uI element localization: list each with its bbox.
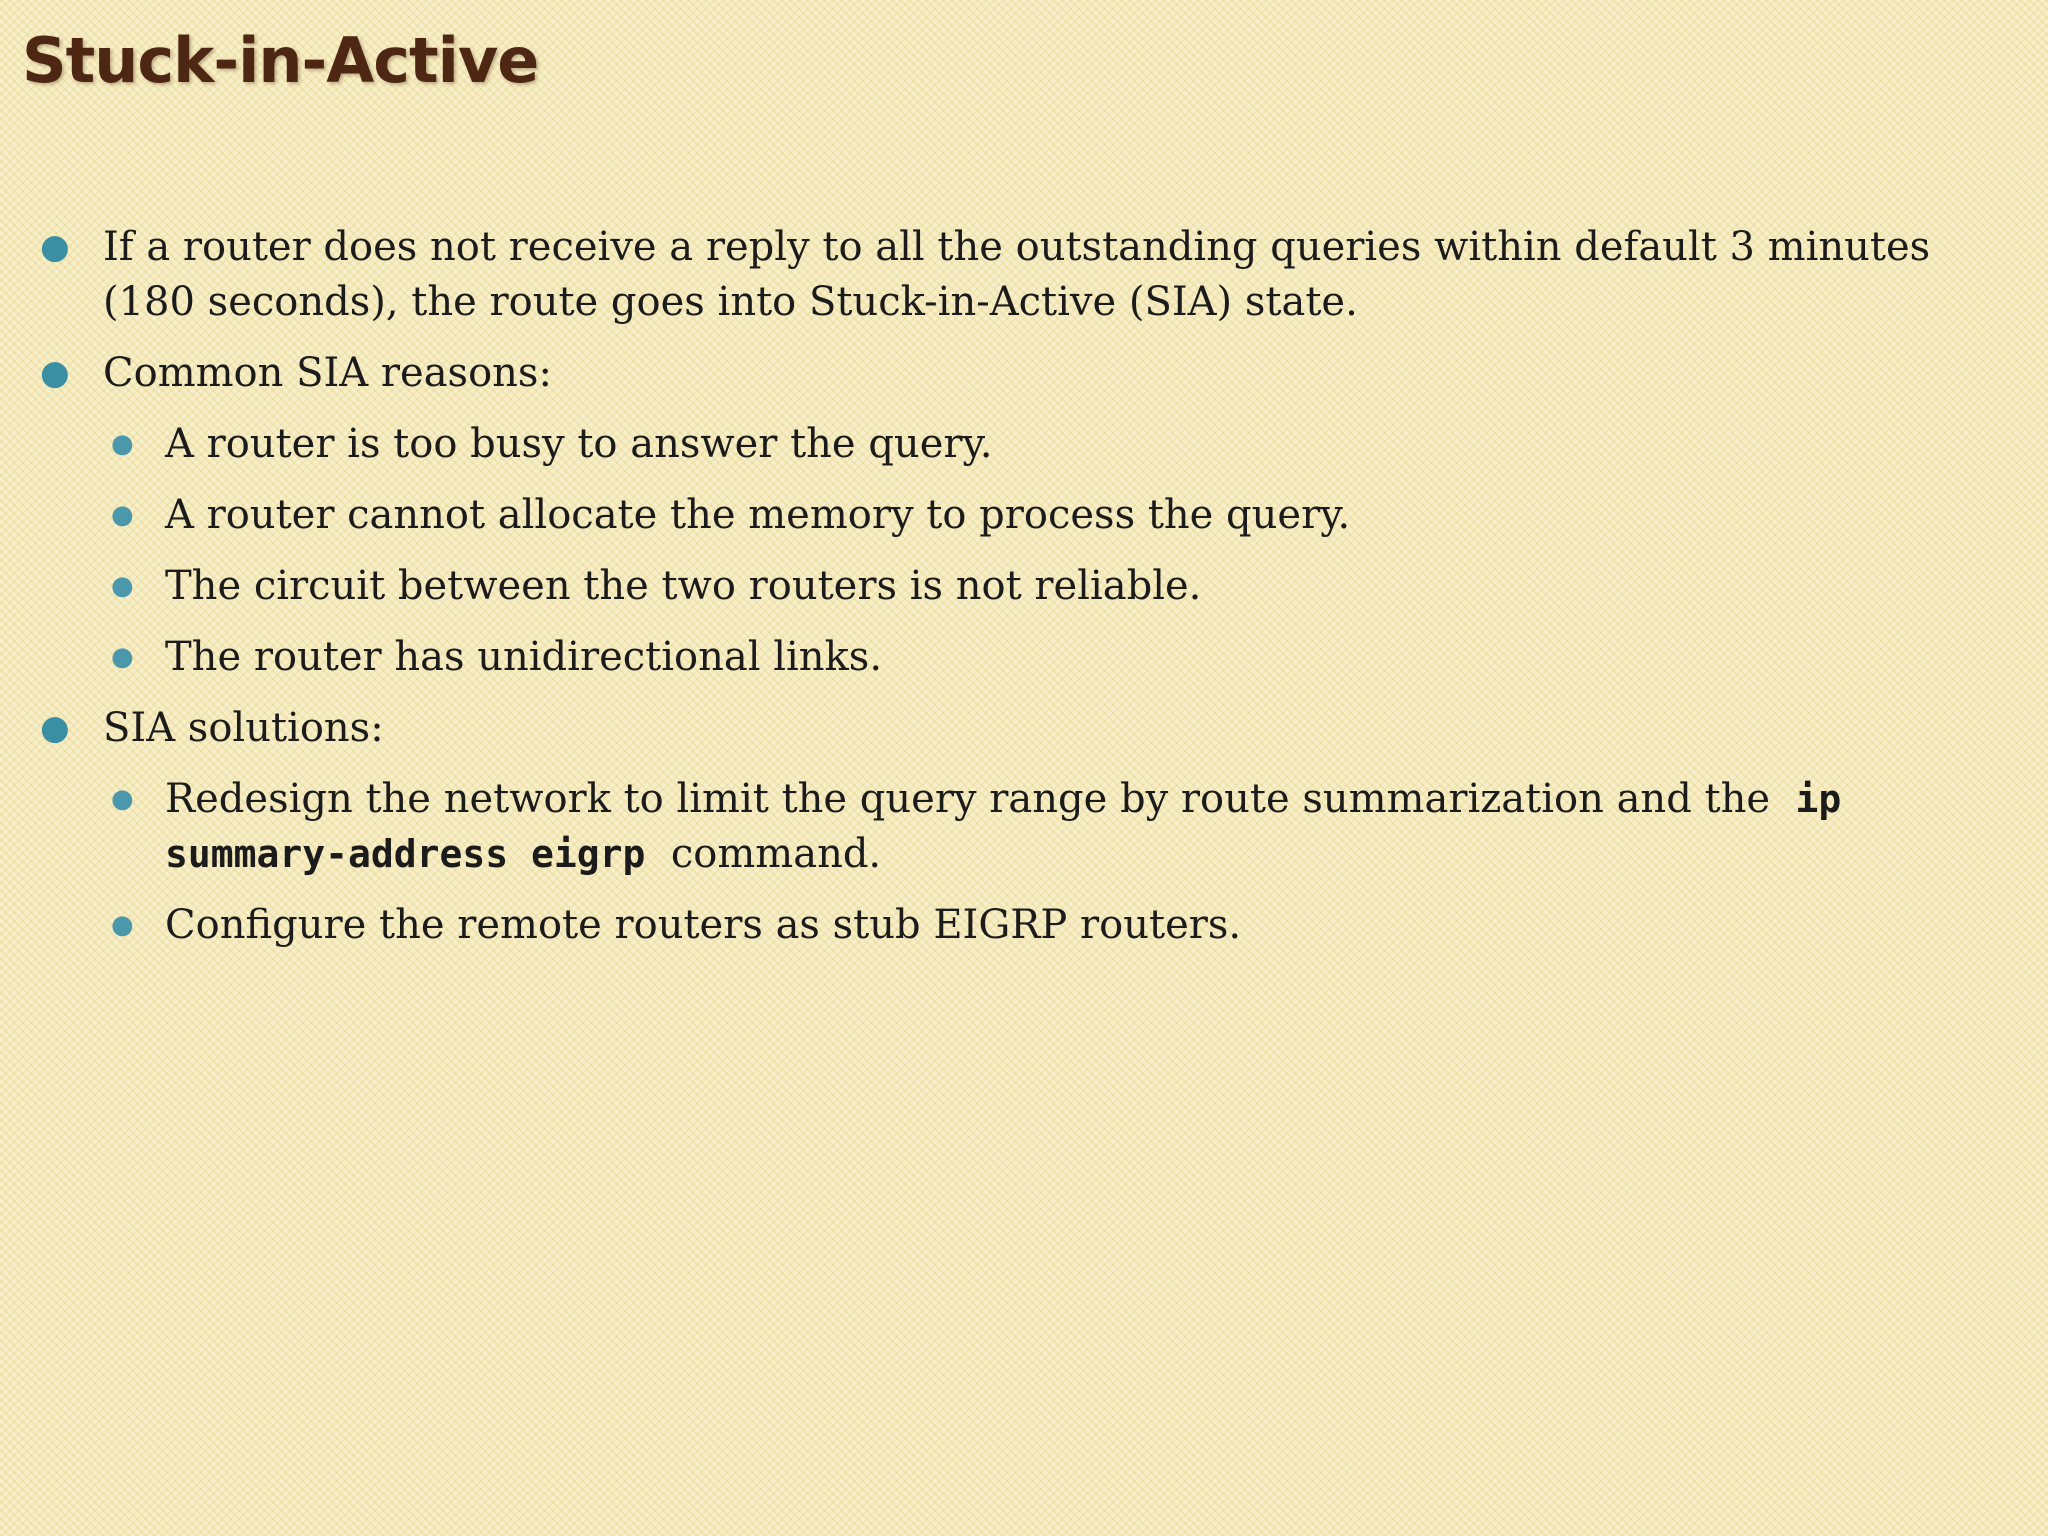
sub-bullet-text: The router has unidirectional links. [165,634,883,680]
sub-bullet-dot-icon: ● [111,642,134,672]
sub-bullet-solution-summarization [0,772,1980,882]
command-code: ip summary-address eigrp [165,777,1842,876]
bullet-text: If a router does not receive a reply to all the outstanding queries within default 3 minutes (180 seconds), the route goes into Stuck-in-Active (SIA) state. [103,224,1931,325]
sub-bullet-solution-stub [0,898,1980,953]
solution-text-after: command. [670,831,882,877]
bullet-text: SIA solutions: [103,705,384,751]
sub-bullet-dot-icon: ● [111,784,134,814]
bullet-dot-icon: ● [40,708,70,748]
sub-bullet-reason-circuit [0,559,1980,614]
bullet-sia-definition [0,220,1980,330]
bullet-text: Common SIA reasons: [103,350,552,396]
bullet-common-sia-reasons [0,346,1980,401]
slide-title: Stuck-in-Active [22,24,539,97]
sub-bullet-reason-memory [0,488,1980,543]
sub-bullet-dot-icon: ● [111,429,134,459]
sub-bullet-dot-icon: ● [111,571,134,601]
sub-bullet-text [165,772,1980,882]
sub-bullet-text: Configure the remote routers as stub EIGRP routers. [165,902,1242,948]
sub-bullet-dot-icon: ● [111,500,134,530]
sub-bullet-dot-icon: ● [111,910,134,940]
sub-bullet-reason-busy [0,417,1980,472]
sub-bullet-text: The circuit between the two routers is not reliable. [165,563,1202,609]
bullet-dot-icon: ● [40,227,70,267]
bullet-dot-icon: ● [40,353,70,393]
sub-bullet-text: A router cannot allocate the memory to process the query. [165,492,1351,538]
sub-bullet-reason-unidirectional [0,630,1980,685]
slide-content [0,220,1980,969]
sub-bullet-text: A router is too busy to answer the query. [165,421,993,467]
solution-text-before: Redesign the network to limit the query range by route summarization and the [165,776,1771,822]
bullet-sia-solutions [0,701,1980,756]
